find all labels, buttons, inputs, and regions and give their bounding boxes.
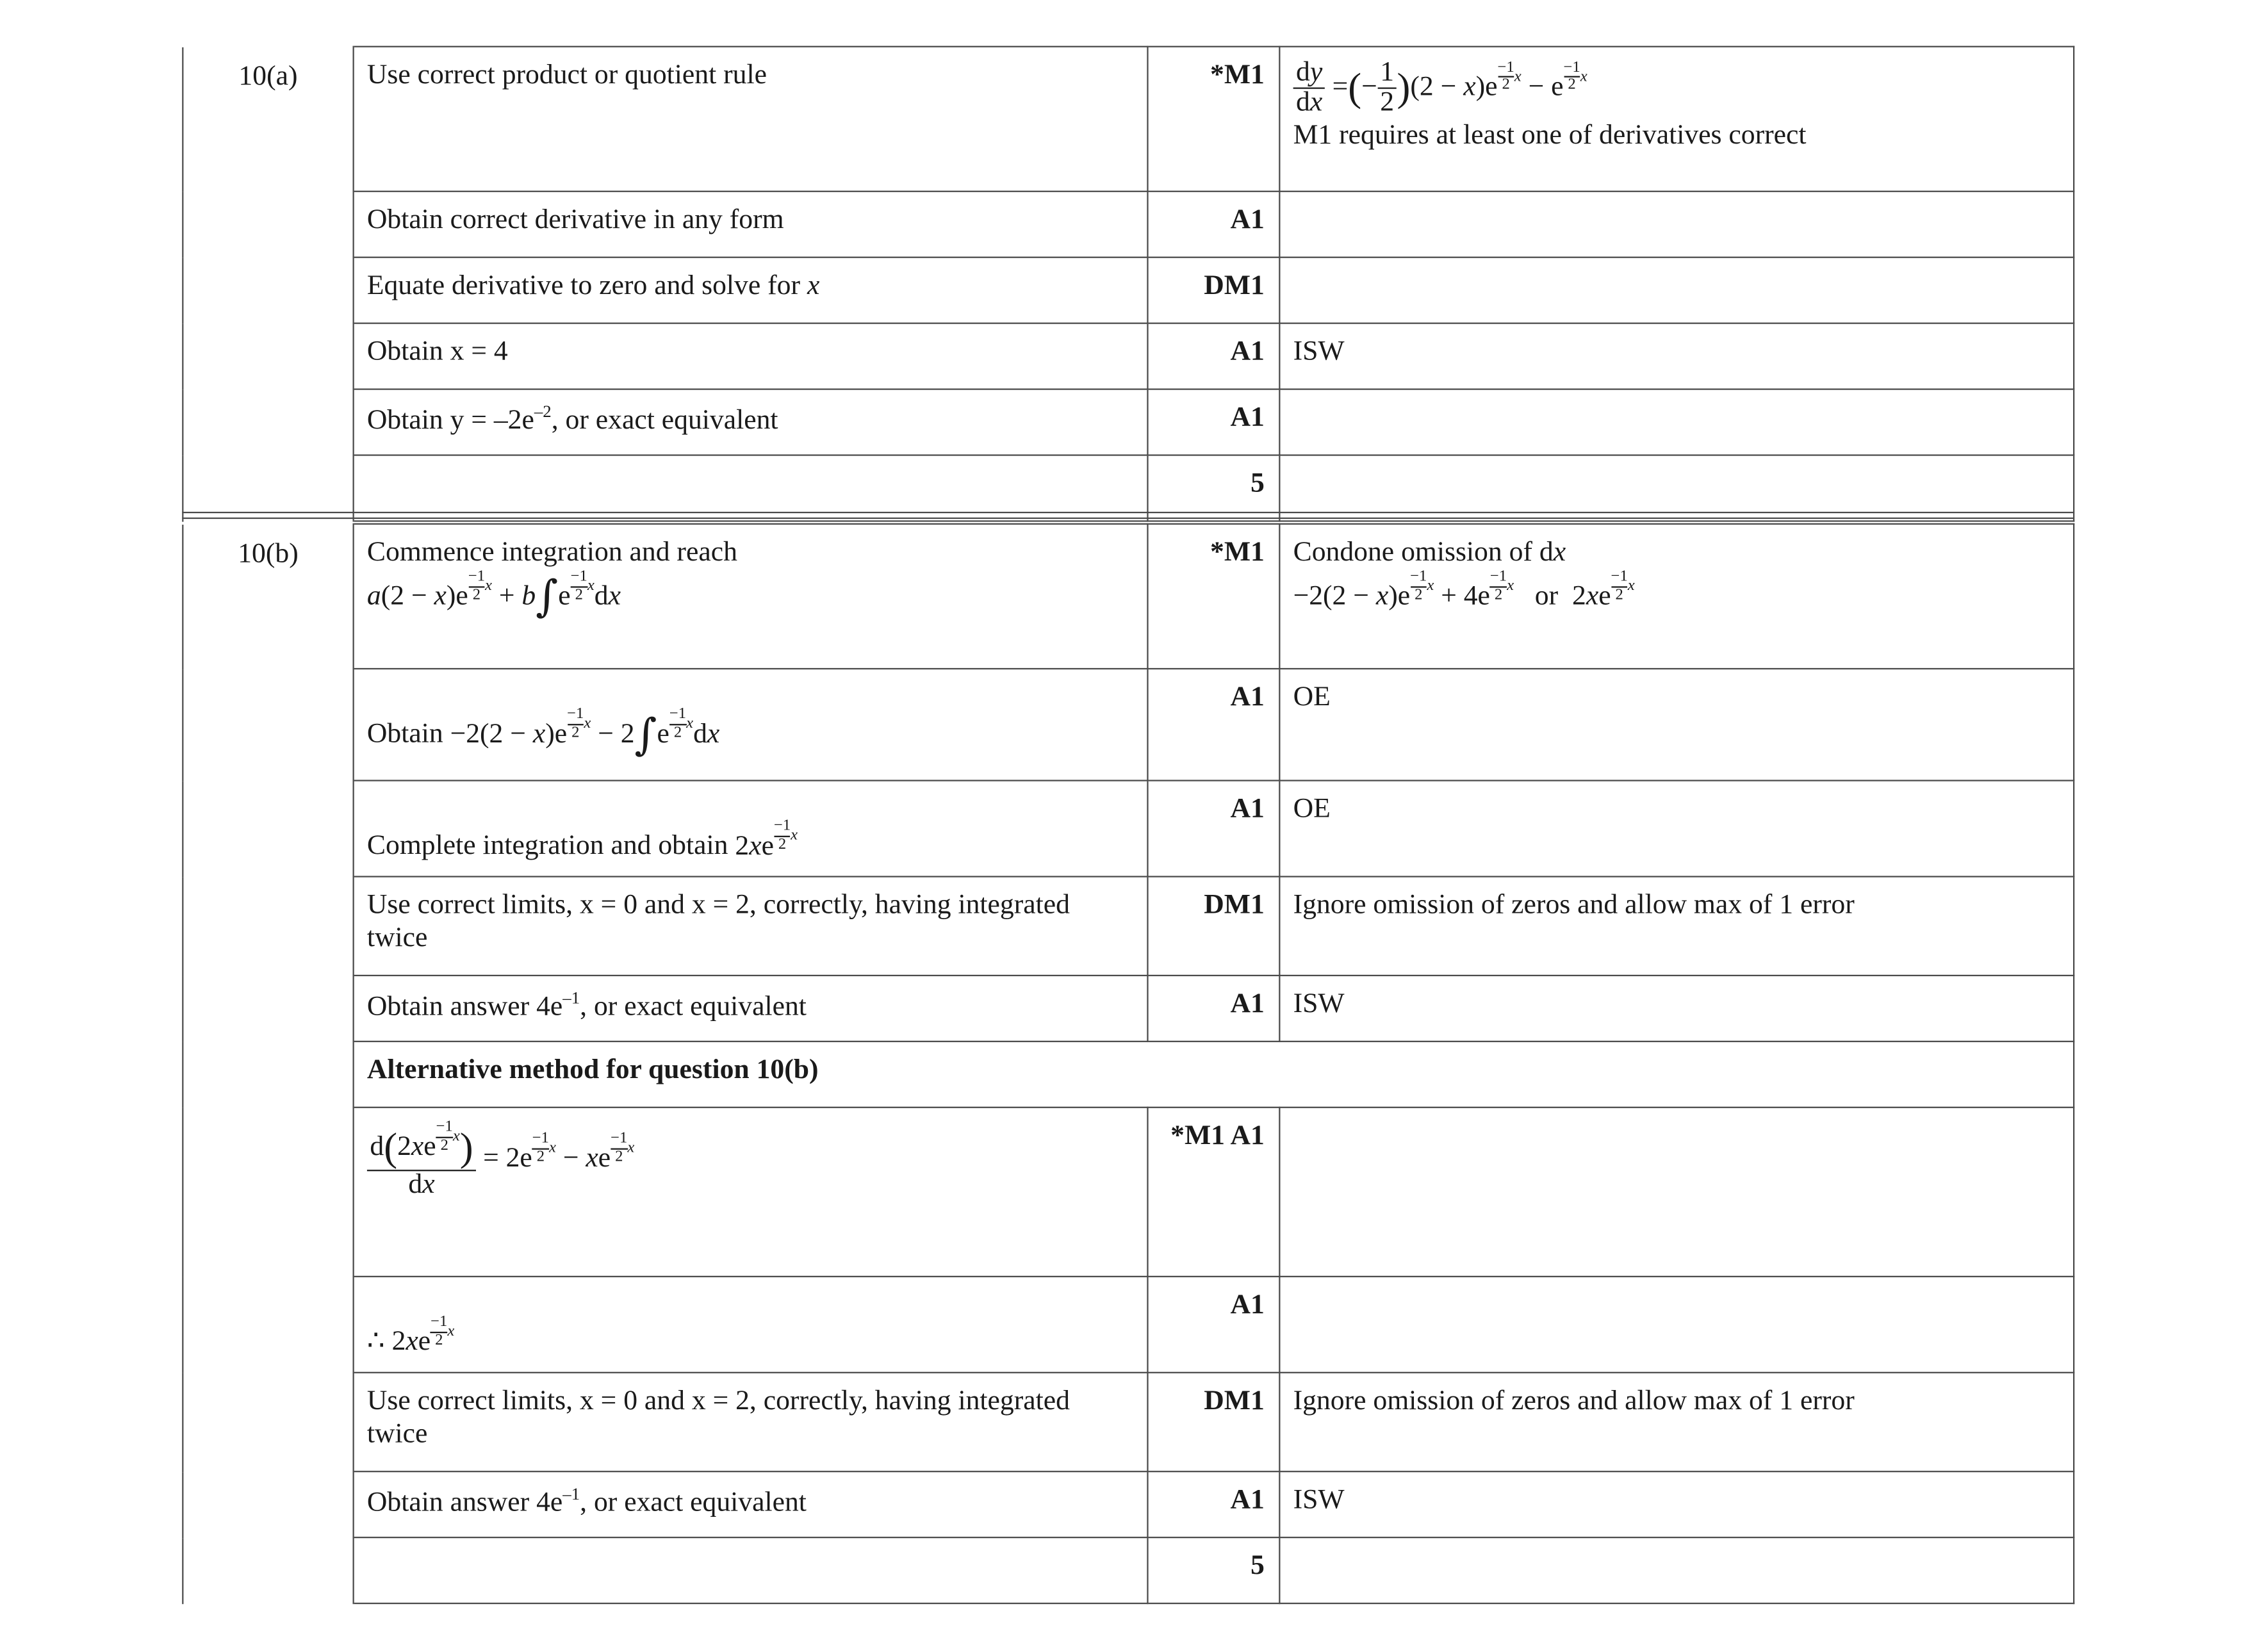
alt-method-heading-row <box>183 1042 2074 1108</box>
integration-expression: a(2 − x)e $\frac{-1}{2}$ x + b∫e $\frac{-1}{2}$ xdx <box>366 568 621 623</box>
table-row <box>183 669 2074 781</box>
mark-cell: *M1 A1 <box>1147 1108 1279 1277</box>
table-row <box>183 876 2074 975</box>
mark-cell: A1 <box>1147 192 1279 258</box>
table-row <box>183 192 2074 258</box>
mark-cell: A1 <box>1147 781 1279 877</box>
mark-cell: *M1 <box>1147 47 1279 192</box>
guidance-expression: −2(2 − x)e $\frac{-1}{2}$ x + 4e $\frac{-1}{2}$ x or 2xe $\frac{-1}{2}$ x <box>1293 568 1635 612</box>
answer-cell: Use correct limits, x = 0 and x = 2, correctly, having integrated twice <box>354 876 1148 975</box>
table-row <box>183 389 2074 455</box>
section-divider <box>182 512 2073 513</box>
guidance-cell: Condone omission of dx −2(2 − x)e $\frac{-1}{2}$ x + 4e $\frac{-1}{2}$ x or 2xe $\frac{-1}{2}$ x <box>1279 524 2074 669</box>
alt-derivative-expression: d(2xe $\frac{-1}{2}$ x) dx = 2e $\frac{-1}{2}$ x − xe $\frac{-1}{2}$ x <box>367 1120 1134 1200</box>
guidance-cell: Ignore omission of zeros and allow max of 1 error <box>1279 876 2074 975</box>
answer-cell: Complete integration and obtain 2xe $\frac{-1}{2}$ x <box>354 781 1148 877</box>
guidance-cell: OE <box>1279 781 2074 877</box>
mark-cell: DM1 <box>1147 876 1279 975</box>
table-row <box>183 258 2074 323</box>
guidance-cell <box>1279 389 2074 455</box>
guidance-cell <box>1279 1537 2074 1603</box>
table-row <box>183 1108 2074 1277</box>
guidance-note: M1 requires at least one of derivatives correct <box>1293 120 1807 151</box>
answer-cell: Equate derivative to zero and solve for x <box>354 258 1148 323</box>
mark-cell: A1 <box>1147 323 1279 389</box>
total-mark: 5 <box>1147 455 1279 521</box>
total-row <box>183 1537 2074 1603</box>
guidance-cell: ISW <box>1279 323 2074 389</box>
guidance-cell: ISW <box>1279 1471 2074 1537</box>
table-row <box>183 1471 2074 1537</box>
mark-cell: A1 <box>1147 669 1279 781</box>
answer-cell: ∴ 2xe $\frac{-1}{2}$ x <box>354 1277 1148 1373</box>
section-divider <box>182 518 2073 519</box>
mark-cell: A1 <box>1147 1277 1279 1373</box>
answer-cell: Obtain answer $4e^{-1}$, or exact equivalent <box>354 1471 1148 1537</box>
table-row <box>183 1373 2074 1471</box>
mark-cell: *M1 <box>1147 524 1279 669</box>
total-mark: 5 <box>1147 1537 1279 1603</box>
table-row <box>183 47 2074 192</box>
answer-cell: Obtain $y = -2e^{-2}$, or exact equivalent <box>354 389 1148 455</box>
alt-method-heading: Alternative method for question 10(b) <box>354 1042 2074 1108</box>
mark-scheme-table-10b <box>182 523 2074 1604</box>
answer-cell: Commence integration and reach a(2 − x)e $\frac{-1}{2}$ x + b∫e $\frac{-1}{2}$ xdx <box>354 524 1148 669</box>
answer-cell: Obtain answer $4e^{-1}$, or exact equivalent <box>354 976 1148 1042</box>
mark-cell: A1 <box>1147 1471 1279 1537</box>
guidance-cell <box>1279 192 2074 258</box>
mark-cell: DM1 <box>1147 1373 1279 1471</box>
mark-cell: DM1 <box>1147 258 1279 323</box>
answer-cell: Use correct product or quotient rule <box>354 47 1148 192</box>
derivative-expression: $\frac{dy}{dx}$ =(− $\frac{1}{2}$ )(2 − x)e $\frac{-1}{2}$ x − e $\frac{-1}{2}$ x <box>1293 59 2060 119</box>
answer-cell <box>354 1108 1148 1277</box>
question-number: 10(b) <box>183 524 353 1603</box>
table-row <box>183 323 2074 389</box>
guidance-cell <box>1279 1277 2074 1373</box>
answer-cell: Obtain correct derivative in any form <box>354 192 1148 258</box>
answer-cell: Obtain −2(2 − x)e $\frac{-1}{2}$ x − 2∫e $\frac{-1}{2}$ xdx <box>354 669 1148 781</box>
question-number: 10(a) <box>183 47 353 521</box>
table-row <box>183 524 2074 669</box>
mark-cell: A1 <box>1147 976 1279 1042</box>
mark-cell: A1 <box>1147 389 1279 455</box>
table-row <box>183 976 2074 1042</box>
answer-cell: Use correct limits, x = 0 and x = 2, correctly, having integrated twice <box>354 1373 1148 1471</box>
guidance-cell <box>1279 258 2074 323</box>
guidance-cell: OE <box>1279 669 2074 781</box>
table-row <box>183 781 2074 877</box>
guidance-cell <box>1279 1108 2074 1277</box>
guidance-cell <box>1279 47 2074 192</box>
answer-cell <box>354 1537 1148 1603</box>
guidance-cell: Ignore omission of zeros and allow max of 1 error <box>1279 1373 2074 1471</box>
mark-scheme-table-10a <box>182 46 2074 522</box>
table-row <box>183 1277 2074 1373</box>
guidance-cell: ISW <box>1279 976 2074 1042</box>
answer-cell: Obtain x = 4 <box>354 323 1148 389</box>
